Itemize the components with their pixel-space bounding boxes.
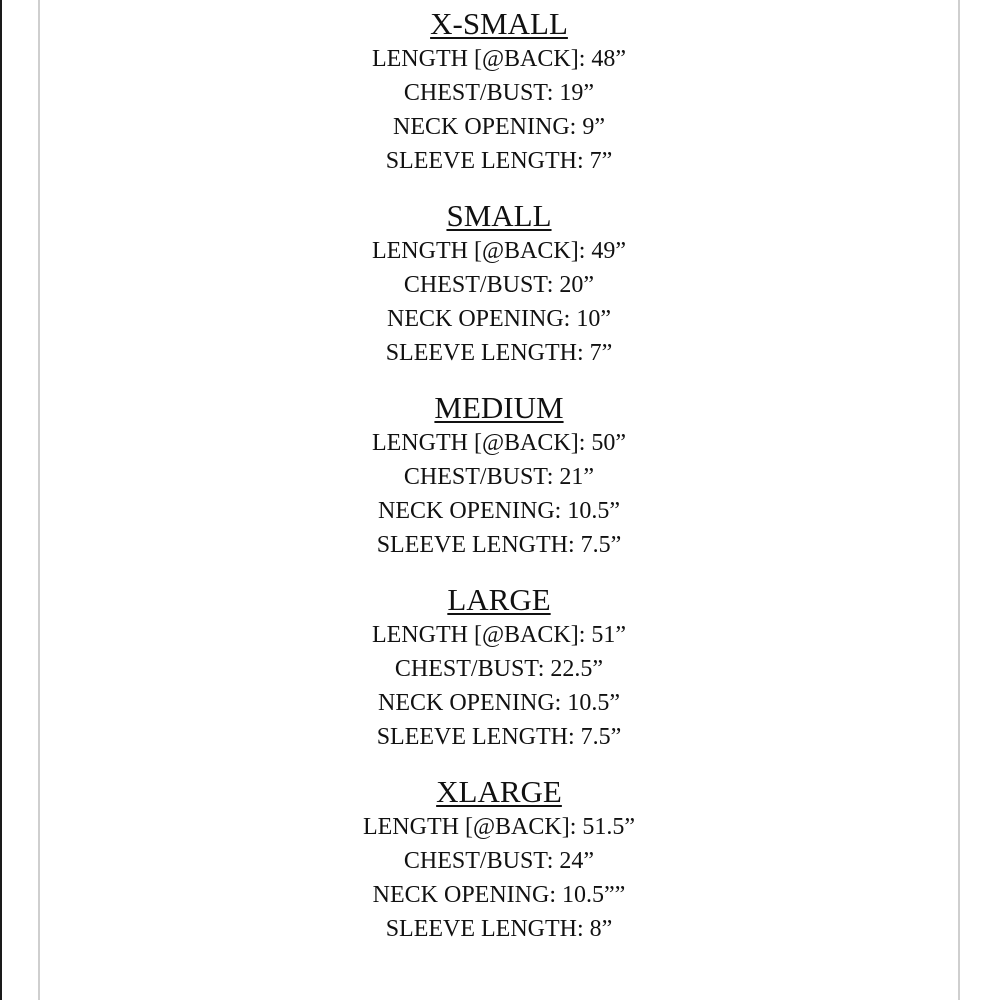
size-large [40, 582, 958, 754]
window-edge [0, 0, 2, 1000]
length-back: LENGTH [@BACK]: 50” [371, 430, 627, 456]
size-title: SMALL [446, 198, 552, 233]
neck-opening: NECK OPENING: 10.5”” [372, 882, 626, 908]
length-back: LENGTH [@BACK]: 51” [371, 622, 627, 648]
neck-opening: NECK OPENING: 10.5” [378, 690, 620, 716]
document-page [38, 0, 960, 1000]
sleeve-length: SLEEVE LENGTH: 7.5” [376, 532, 622, 558]
neck-opening: NECK OPENING: 10” [387, 306, 611, 332]
sleeve-length: SLEEVE LENGTH: 8” [385, 916, 613, 942]
chest-bust: CHEST/BUST: 19” [403, 80, 595, 106]
size-xlarge [40, 774, 958, 946]
neck-opening: NECK OPENING: 9” [393, 114, 605, 140]
chest-bust: CHEST/BUST: 21” [403, 464, 595, 490]
sleeve-length: SLEEVE LENGTH: 7” [385, 340, 613, 366]
chest-bust: CHEST/BUST: 20” [403, 272, 595, 298]
sleeve-length: SLEEVE LENGTH: 7.5” [376, 724, 622, 750]
size-small [40, 198, 958, 370]
size-title: MEDIUM [434, 390, 564, 425]
length-back: LENGTH [@BACK]: 49” [371, 238, 627, 264]
size-title: X-SMALL [430, 6, 568, 41]
length-back: LENGTH [@BACK]: 48” [371, 46, 627, 72]
size-xsmall [40, 6, 958, 178]
size-title: LARGE [447, 582, 551, 617]
sleeve-length: SLEEVE LENGTH: 7” [385, 148, 613, 174]
chest-bust: CHEST/BUST: 24” [403, 848, 595, 874]
neck-opening: NECK OPENING: 10.5” [378, 498, 620, 524]
size-title: XLARGE [436, 774, 562, 809]
chest-bust: CHEST/BUST: 22.5” [394, 656, 604, 682]
length-back: LENGTH [@BACK]: 51.5” [362, 814, 636, 840]
size-medium [40, 390, 958, 562]
size-chart [40, 6, 958, 966]
